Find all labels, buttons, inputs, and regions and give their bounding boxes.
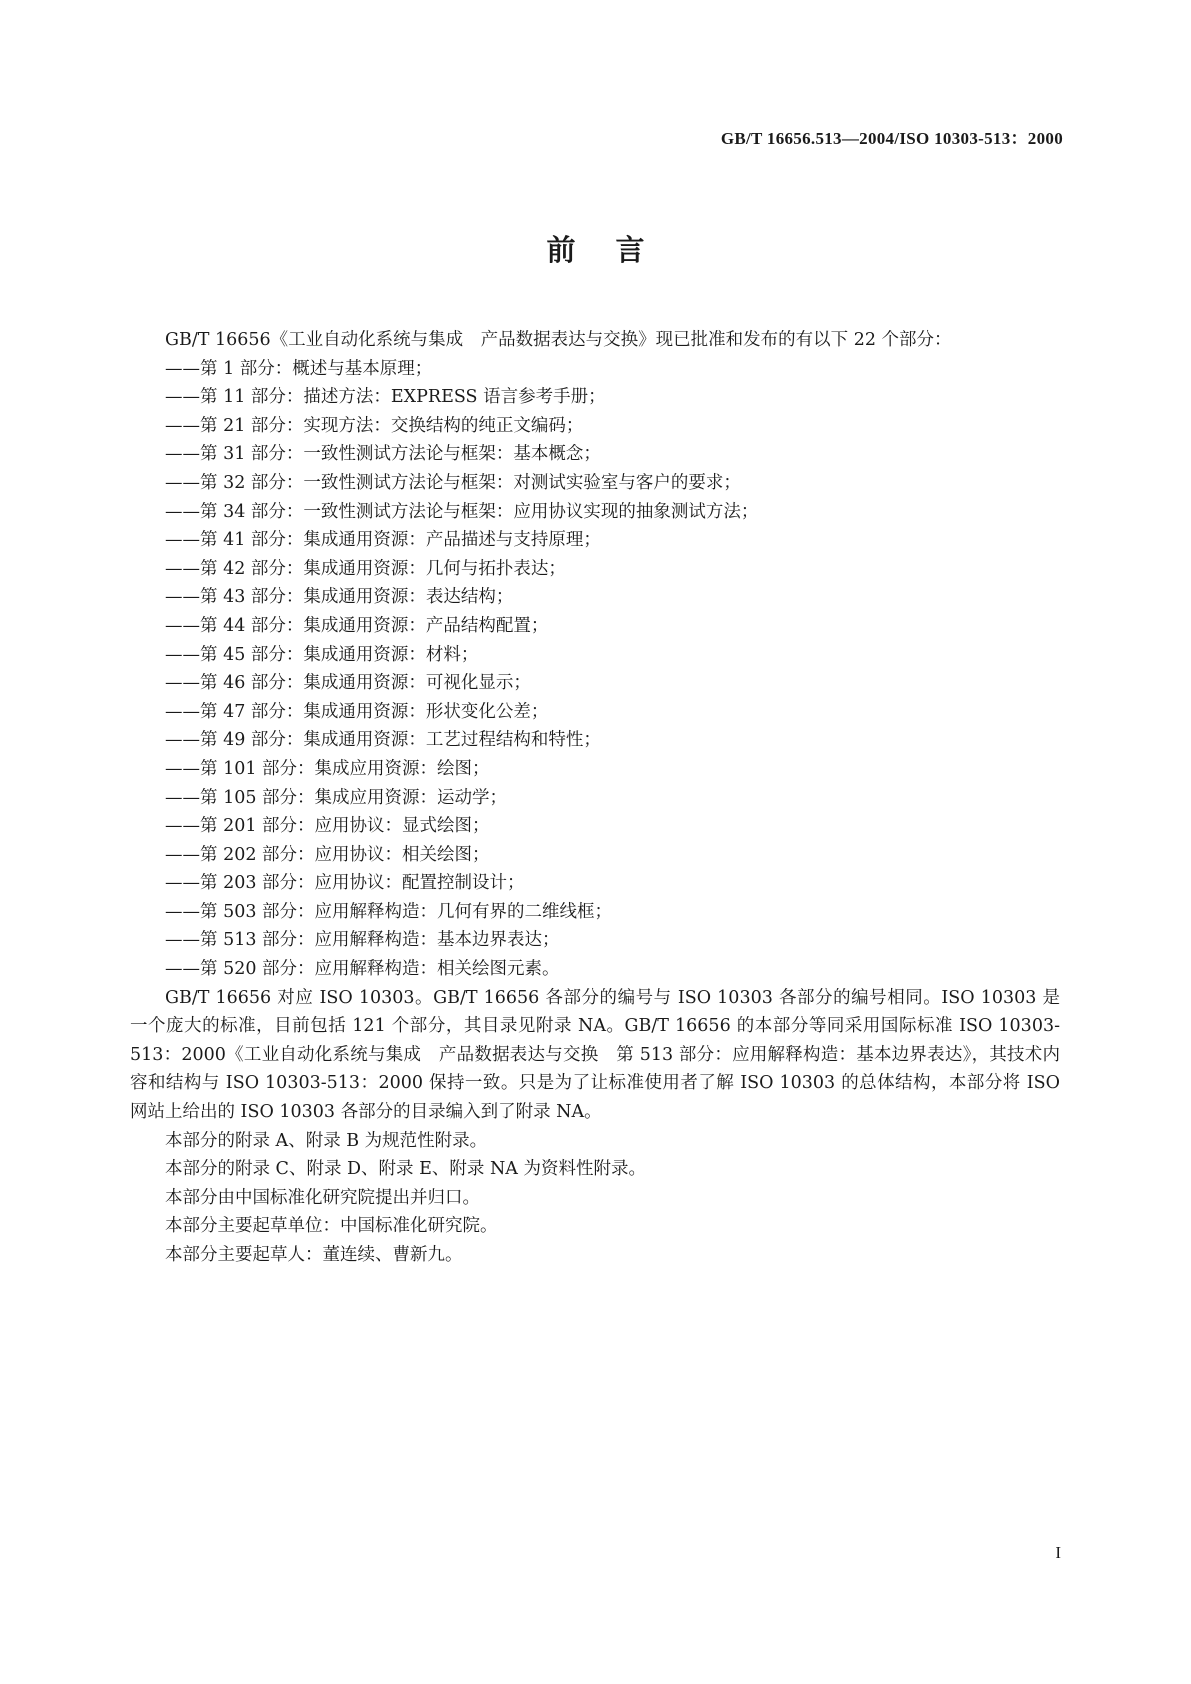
list-item: ——第 513 部分：应用解释构造：基本边界表达； [165, 930, 560, 951]
document-body [130, 326, 1060, 1270]
list-item: ——第 43 部分：集成通用资源：表达结构； [165, 587, 514, 608]
list-item: ——第 42 部分：集成通用资源：几何与拓扑表达； [165, 558, 566, 579]
correspondence-paragraph: GB/T 16656 对应 ISO 10303。GB/T 16656 各部分的编号与 ISO 10303 各部分的编号相同。ISO 10303 是一个庞大的标准，目前包括 121 个部分，其目录见附录 NA。GB/T 16656 的本部分等同采用国际标准 ISO 10303-513：2000《工业自动化系统与集成 产品数据表达与交换 第 513 部分：应用解释构造：基本边界表达》，其技术内容和结构与 ISO 10303-513：2000 保持一致。只是为了让标准使用者了解 ISO 10303 的总体结构，本部分将 ISO 网站上给出的 ISO 10303 各部分的目录编入到了附录 NA。 [130, 987, 1060, 1123]
list-item: ——第 44 部分：集成通用资源：产品结构配置； [165, 615, 549, 636]
list-item: ——第 31 部分：一致性测试方法论与框架：基本概念； [165, 444, 601, 465]
list-item: ——第 202 部分：应用协议：相关绘图； [165, 844, 490, 865]
proposer-paragraph: 本部分由中国标准化研究院提出并归口。 [165, 1187, 480, 1208]
list-item: ——第 503 部分：应用解释构造：几何有界的二维线框； [165, 901, 613, 922]
list-item: ——第 21 部分：实现方法：交换结构的纯正文编码； [165, 415, 584, 436]
list-item: ——第 201 部分：应用协议：显式绘图； [165, 816, 490, 837]
list-item: ——第 46 部分：集成通用资源：可视化显示； [165, 673, 531, 694]
list-item: ——第 32 部分：一致性测试方法论与框架：对测试实验室与客户的要求； [165, 472, 741, 493]
informative-annex-paragraph: 本部分的附录 C、附录 D、附录 E、附录 NA 为资料性附录。 [165, 1159, 646, 1180]
standard-code-header: GB/T 16656.513—2004/ISO 10303-513：2000 [720, 129, 1063, 148]
list-item: ——第 45 部分：集成通用资源：材料； [165, 644, 479, 665]
list-item: ——第 105 部分：集成应用资源：运动学； [165, 787, 508, 808]
list-item: ——第 34 部分：一致性测试方法论与框架：应用协议实现的抽象测试方法； [165, 501, 759, 522]
normative-annex-paragraph: 本部分的附录 A、附录 B 为规范性附录。 [165, 1130, 488, 1151]
list-item: ——第 49 部分：集成通用资源：工艺过程结构和特性； [165, 730, 601, 751]
page-number: I [1055, 1543, 1061, 1562]
drafters-paragraph: 本部分主要起草人：董连续、曹新九。 [165, 1245, 463, 1265]
page-title: 前言 [546, 233, 685, 267]
drafting-organization-paragraph: 本部分主要起草单位：中国标准化研究院。 [165, 1216, 498, 1237]
list-item: ——第 520 部分：应用解释构造：相关绘图元素。 [165, 959, 560, 980]
intro-paragraph: GB/T 16656《工业自动化系统与集成 产品数据表达与交换》现已批准和发布的有以下 22 个部分： [165, 330, 952, 350]
list-item: ——第 11 部分：描述方法：EXPRESS 语言参考手册； [165, 387, 606, 408]
list-item: ——第 203 部分：应用协议：配置控制设计； [165, 873, 525, 894]
list-item: ——第 101 部分：集成应用资源：绘图； [165, 758, 490, 779]
parts-list [130, 355, 1060, 984]
list-item: ——第 41 部分：集成通用资源：产品描述与支持原理； [165, 530, 601, 551]
list-item: ——第 47 部分：集成通用资源：形状变化公差； [165, 701, 549, 722]
list-item: ——第 1 部分：概述与基本原理； [165, 358, 433, 379]
